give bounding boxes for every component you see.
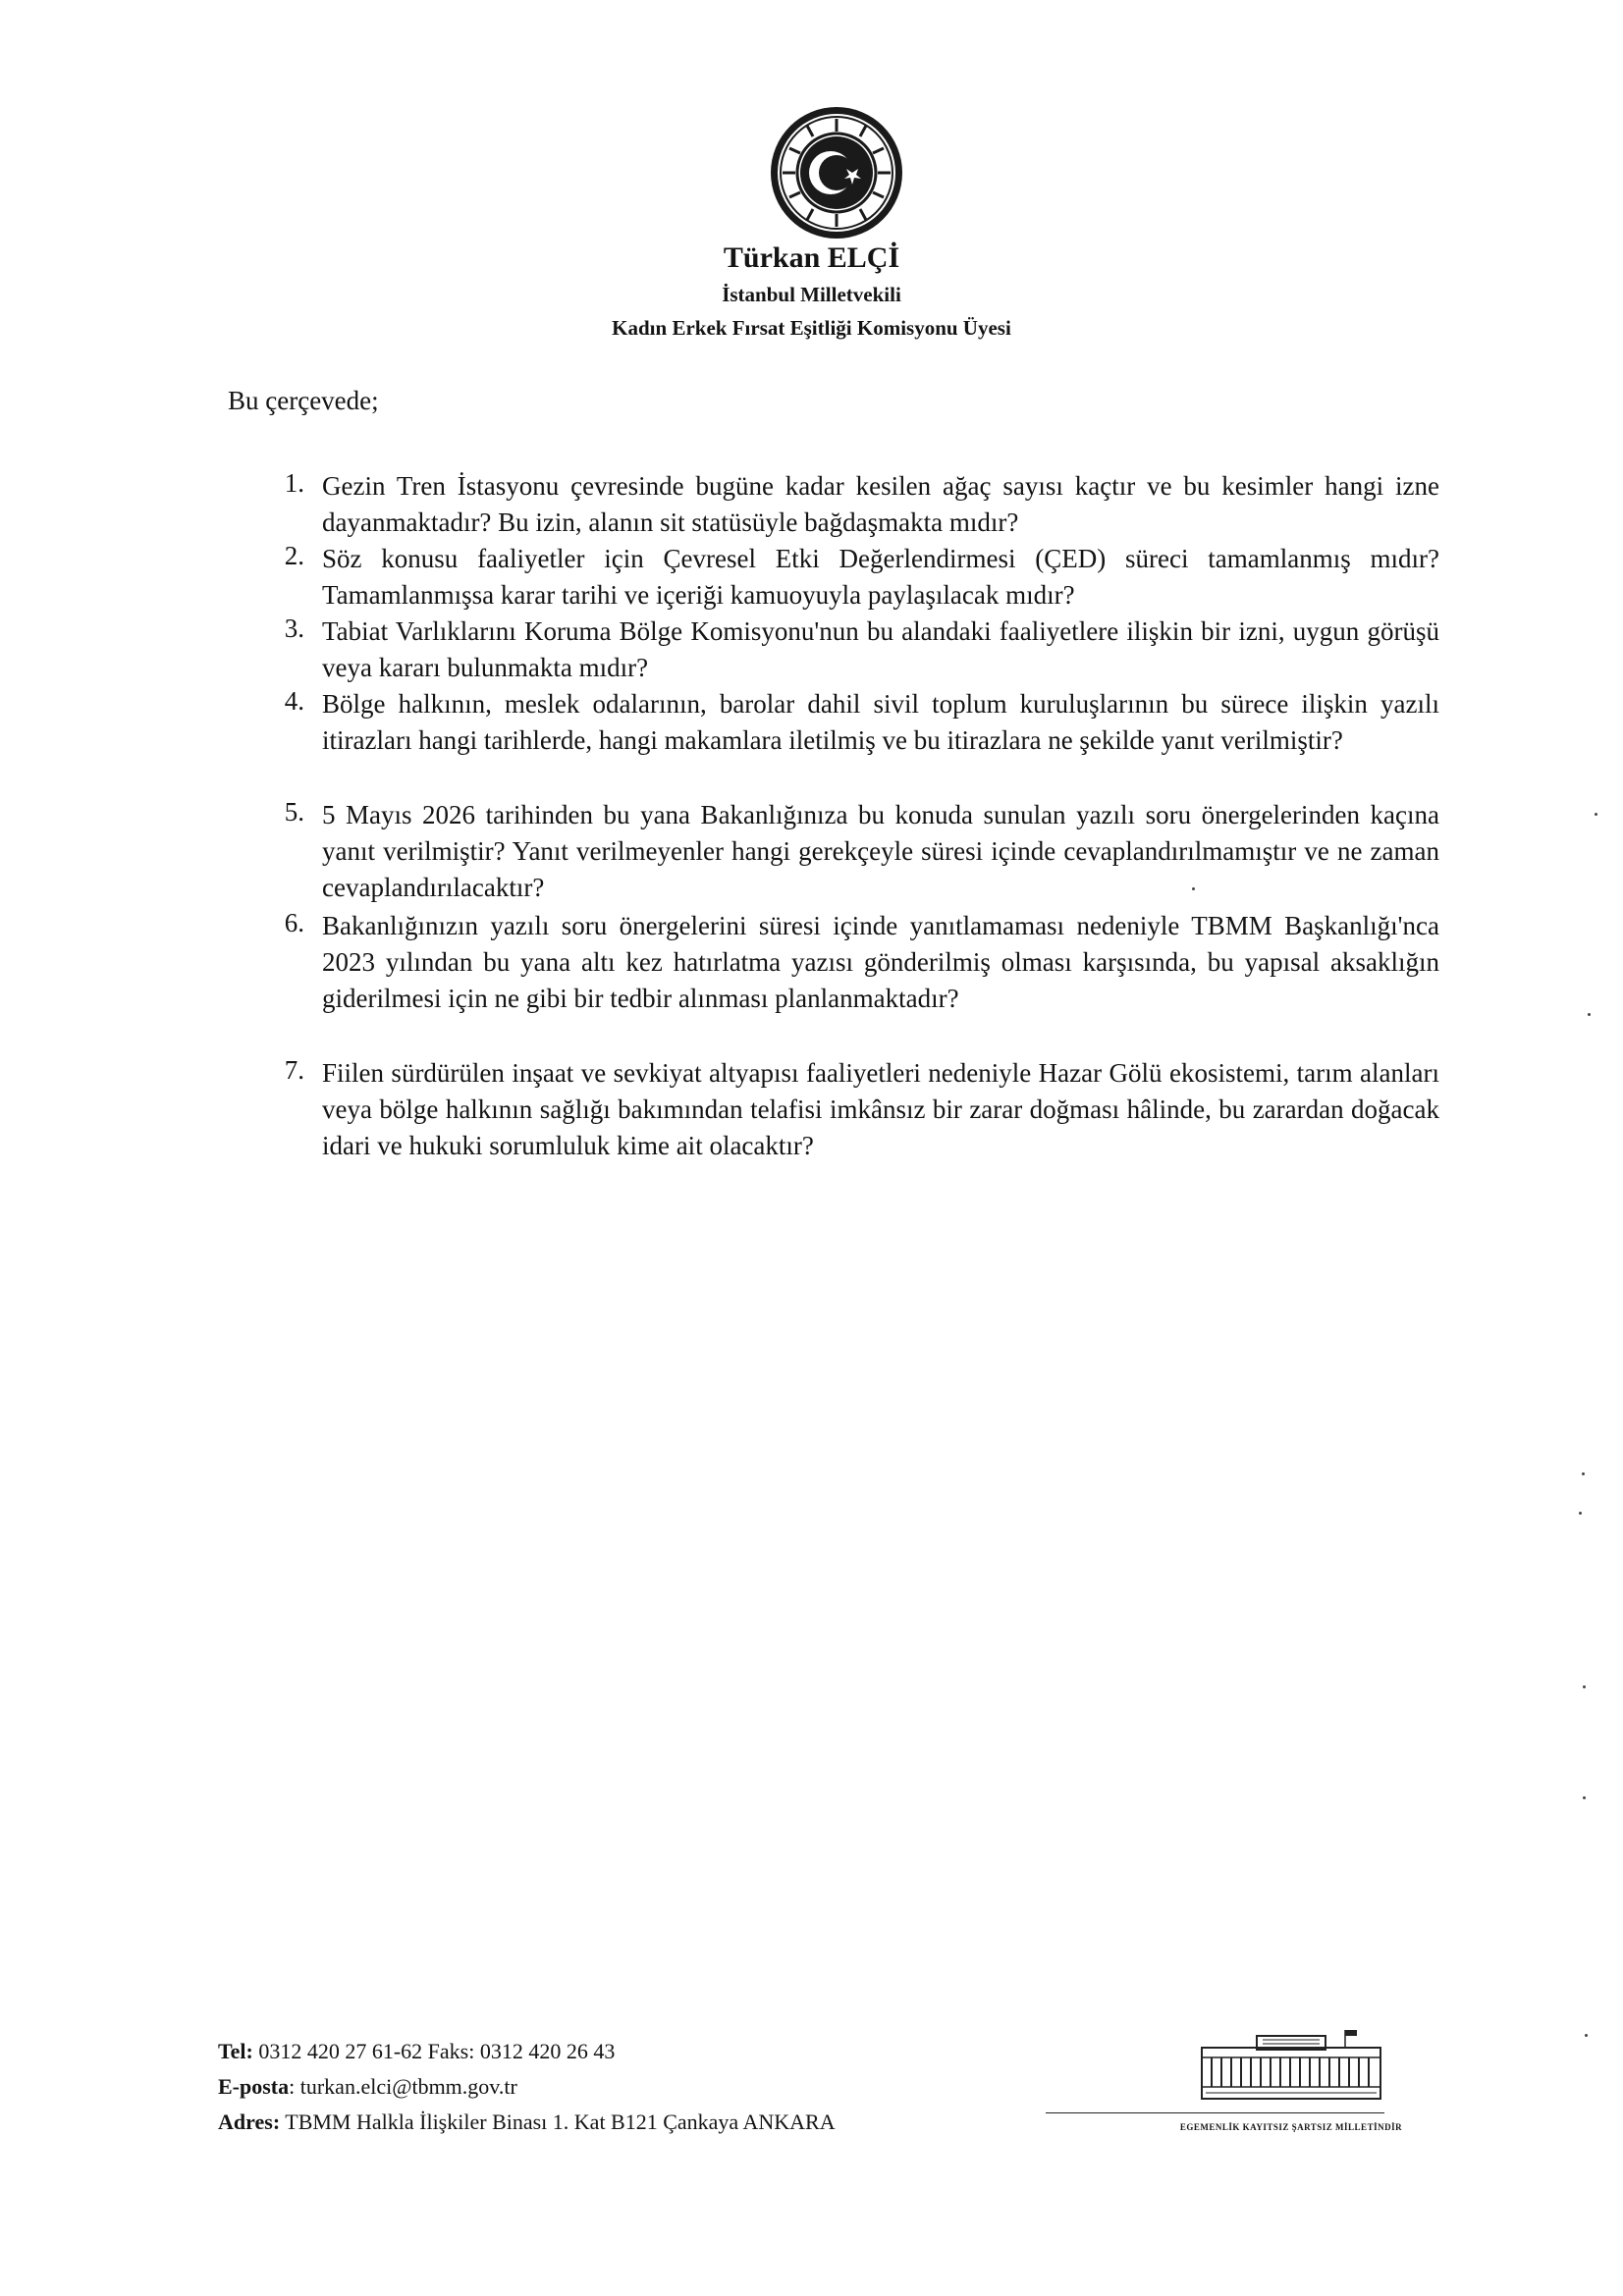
mp-name: Türkan ELÇİ [723, 241, 900, 274]
scan-speck [1585, 2034, 1588, 2037]
parliament-building-logo [1198, 2028, 1384, 2107]
mp-commission-role: Kadın Erkek Fırsat Eşitliği Komisyonu Üyesi [612, 316, 1011, 340]
question-number: 3. [284, 614, 304, 643]
scan-speck [1583, 1685, 1586, 1688]
intro-text: Bu çerçevede; [228, 386, 379, 415]
question-text: Bakanlığınızın yazılı soru önergelerini süresi içinde yanıtlamaması nedeniyle TBMM Başkanlığı'nca 2023 yılından bu yana altı kez hatırlatma yazısı gönderilmiş olması karşısında, bu yapısal aksaklığın giderilmesi için ne gibi bir tedbir alınması planlanmaktadır? [322, 911, 1439, 1013]
scan-speck [1579, 1512, 1582, 1515]
contact-email [218, 2074, 517, 2100]
footer-divider [1046, 2112, 1384, 2113]
scan-speck [1192, 887, 1195, 890]
contact-phone [218, 2039, 615, 2064]
question-text: 5 Mayıs 2026 tarihinden bu yana Bakanlığınıza bu konuda sunulan yazılı soru önergelerinden kaçına yanıt verilmiştir? Yanıt verilmeyenler hangi gerekçeyle süresi içinde cevaplandırılmamıştır ve ne zaman cevaplandırılacaktır? [322, 800, 1439, 902]
question-number: 7. [284, 1055, 304, 1085]
question-number: 6. [284, 908, 304, 937]
question-text: Bölge halkının, meslek odalarının, barolar dahil sivil toplum kuruluşlarının bu sürece ilişkin yazılı itirazları hangi tarihlerde, hangi makamlara iletilmiş ve bu itirazlara ne şekilde yanıt verilmiştir? [322, 689, 1439, 755]
scan-speck [1583, 1796, 1586, 1799]
address-value: TBMM Halkla İlişkiler Binası 1. Kat B121 Çankaya ANKARA [280, 2109, 836, 2134]
scan-speck [1588, 1013, 1591, 1016]
question-text: Gezin Tren İstasyonu çevresinde bugüne kadar kesilen ağaç sayısı kaçtır ve bu kesimler hangi izne dayanmaktadır? Bu izin, alanın sit statüsüyle bağdaşmakta mıdır? [322, 471, 1439, 537]
address-label: Adres: [218, 2109, 281, 2134]
question-number: 2. [284, 541, 304, 570]
contact-address [218, 2109, 836, 2135]
scan-speck [1582, 1472, 1585, 1475]
question-text: Fiilen sürdürülen inşaat ve sevkiyat altyapısı faaliyetleri nedeniyle Hazar Gölü ekosistemi, tarım alanları veya bölge halkının sağlığı bakımından telafisi imkânsız bir zarar doğması hâlinde, bu zarardan doğacak idari ve hukuki sorumluluk kime ait olacaktır? [322, 1058, 1439, 1160]
phone-value: 0312 420 27 61-62 Faks: 0312 420 26 43 [252, 2039, 616, 2063]
mp-constituency: İstanbul Milletvekili [722, 283, 901, 306]
footer-motto: EGEMENLİK KAYITSIZ ŞARTSIZ MİLLETİNDİR [1179, 2122, 1403, 2132]
question-text: Söz konusu faaliyetler için Çevresel Etki Değerlendirmesi (ÇED) süreci tamamlanmış mıdır? Tamamlanmışsa karar tarihi ve içeriği kamuoyuyla paylaşılacak mıdır? [322, 544, 1439, 610]
question-number: 5. [284, 797, 304, 827]
question-number: 1. [284, 468, 304, 498]
email-value: : turkan.elci@tbmm.gov.tr [289, 2074, 517, 2099]
phone-label: Tel: [218, 2039, 253, 2063]
scan-speck [1595, 813, 1597, 816]
question-number: 4. [284, 686, 304, 716]
email-label: E-posta [218, 2074, 290, 2099]
question-text: Tabiat Varlıklarını Koruma Bölge Komisyonu'nun bu alandaki faaliyetlere ilişkin bir izni, uygun görüşü veya kararı bulunmakta mıdır? [322, 616, 1439, 682]
